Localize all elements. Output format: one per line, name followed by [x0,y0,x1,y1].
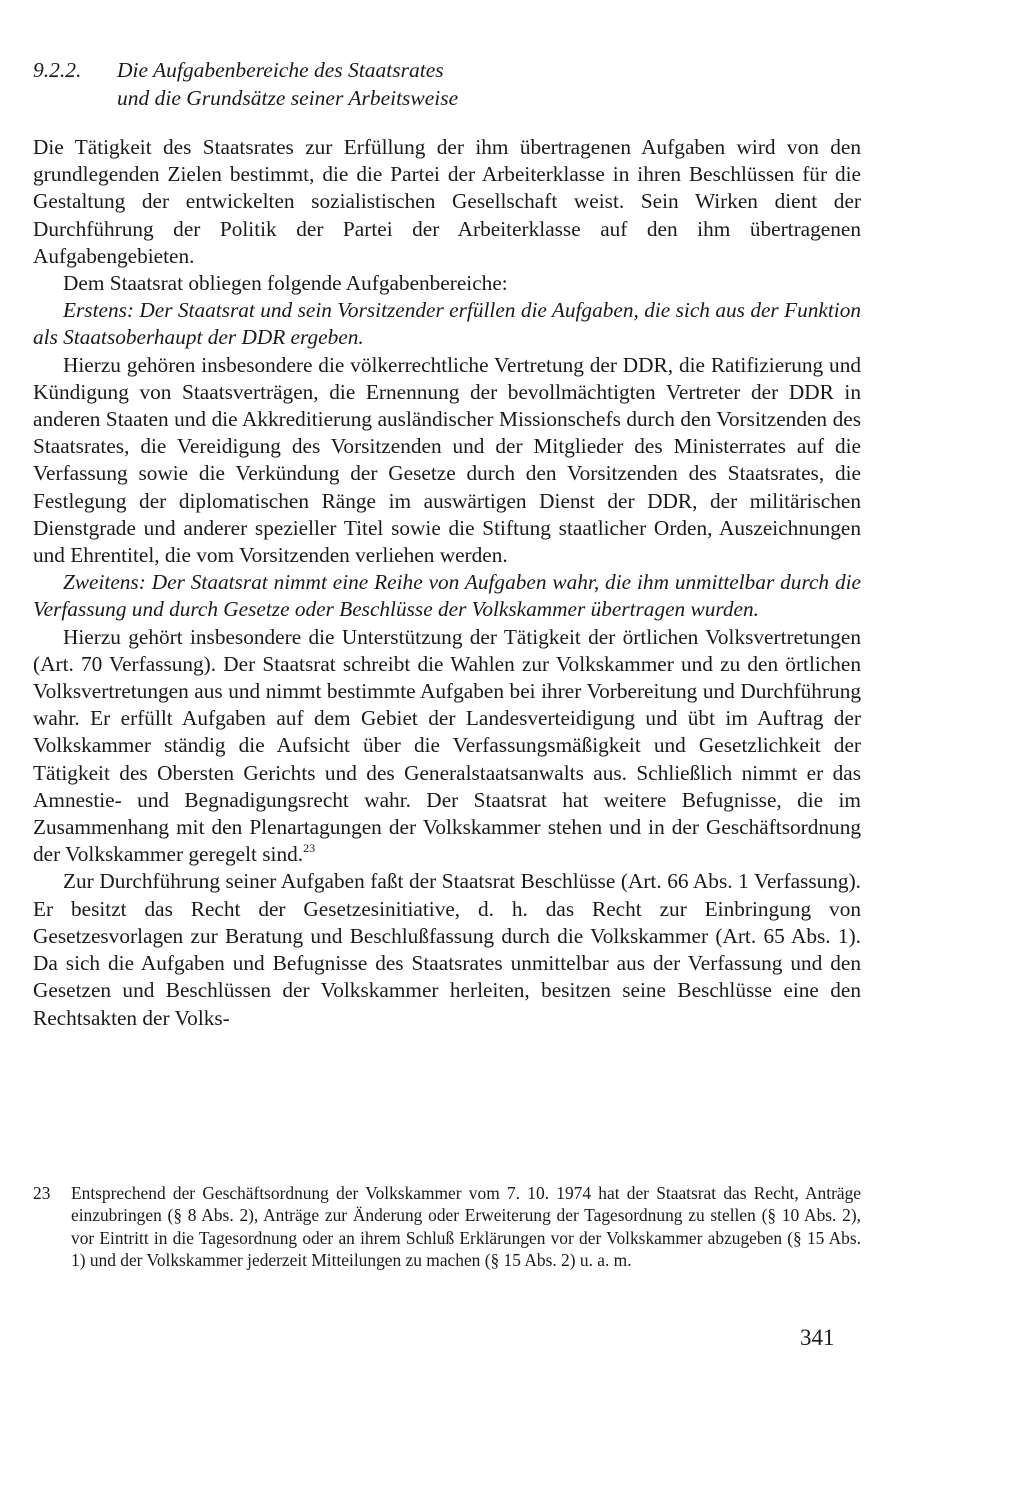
paragraph-erstens: Erstens: Der Staatsrat und sein Vorsitzender erfüllen die Aufgaben, die sich aus der Funktion als Staatsoberhaupt der DDR ergeben. [33,298,861,350]
footnote-23 [33,1182,861,1272]
body-text [33,134,861,1032]
paragraph-delegated-tasks [33,624,861,869]
section-number: 9.2.2. [33,58,82,82]
footnote-text: Entsprechend der Geschäftsordnung der Volkskammer vom 7. 10. 1974 hat der Staatsrat das Recht, Anträge einzubringen (§ 8 Abs. 2), Anträge zur Änderung oder Erweiterung der Tagesordnung zu stellen (§ 10 Abs. 2), vor Eintritt in die Tagesordnung oder an ihrem Schluß Erklärungen vor der Volkskammer abzugeben (§ 15 Abs. 1) und der Volkskammer jederzeit Mitteilungen zu machen (§ 15 Abs. 2) u. a. m. [71,1183,861,1271]
paragraph-resolutions: Zur Durchführung seiner Aufgaben faßt der Staatsrat Beschlüsse (Art. 66 Abs. 1 Verfassung). Er besitzt das Recht der Gesetzesinitiative, d. h. das Recht zur Einbringung von Gesetzesvorlagen zur Beratung und Beschlußfassung durch die Volkskammer (Art. 65 Abs. 1). Da sich die Aufgaben und Befugnisse des Staatsrates unmittelbar aus der Verfassung und den Gesetzen und Beschlüssen der Volkskammer herleiten, besitzen seine Beschlüsse eine den Rechtsakten der Volks- [33,869,861,1030]
page-content [33,56,861,1032]
paragraph-intro: Die Tätigkeit des Staatsrates zur Erfüllung der ihm übertragenen Aufgaben wird von den grundlegenden Zielen bestimmt, die die Partei der Arbeiterklasse in ihren Beschlüssen für die Gestaltung der entwickelten sozialistischen Gesellschaft weist. Sein Wirken dient der Durchführung der Politik der Partei der Arbeiterklasse auf den ihm übertragenen Aufgabengebieten. [33,135,861,268]
paragraph-areas-lead: Dem Staatsrat obliegen folgende Aufgabenbereiche: [63,271,508,296]
footnotes [33,1182,861,1272]
paragraph-head-of-state-tasks: Hierzu gehören insbesondere die völkerrechtliche Vertretung der DDR, die Ratifizierung und Kündigung von Staatsverträgen, die Ernennung der bevollmächtigten Vertreter der DDR in anderen Staaten und die Akkreditierung ausländischer Missionschefs durch den Vorsitzenden des Staatsrates, die Vereidigung des Vorsitzenden und der Mitglieder des Ministerrates auf die Verfassung sowie die Verkündung der Gesetze durch den Vorsitzenden des Staatsrates, die Festlegung der diplomatischen Ränge im auswärtigen Dienst der DDR, der militärischen Dienstgrade und anderer spezieller Titel sowie die Stiftung staatlicher Orden, Auszeichnungen und Ehrentitel, die vom Vorsitzenden verliehen werden. [33,352,861,568]
section-title-line-2: und die Grundsätze seiner Arbeitsweise [117,86,459,110]
section-heading [33,56,861,112]
footnote-number: 23 [33,1183,51,1203]
footnote-reference[interactable]: 23 [303,841,316,856]
paragraph-delegated-tasks-text: Hierzu gehört insbesondere die Unterstützung der Tätigkeit der örtlichen Volksvertretungen (Art. 70 Verfassung). Der Staatsrat schreibt die Wahlen zur Volkskammer und zu den örtlichen Volksvertretungen aus und nimmt bestimmte Aufgaben bei ihrer Vorbereitung und Durchführung wahr. Er erfüllt Aufgaben auf dem Gebiet der Landesverteidigung und übt im Auftrag der Volkskammer ständig die Aufsicht über die Verfassungsmäßigkeit und Gesetzlichkeit der Tätigkeit des Obersten Gerichts und des Generalstaatsanwalts aus. Schließlich nimmt er das Amnestie- und Begnadigungsrecht wahr. Der Staatsrat hat weitere Befugnisse, die im Zusammenhang mit den Plenartagungen der Volkskammer stehen und in der Geschäftsordnung der Volkskammer geregelt sind. [33,624,861,867]
paragraph-zweitens: Zweitens: Der Staatsrat nimmt eine Reihe von Aufgaben wahr, die ihm unmittelbar durch die Verfassung und durch Gesetze oder Beschlüsse der Volkskammer übertragen wurden. [33,570,861,622]
section-title-line-1: Die Aufgabenbereiche des Staatsrates [117,58,444,82]
page-number: 341 [800,1325,835,1350]
section-title [117,56,861,112]
